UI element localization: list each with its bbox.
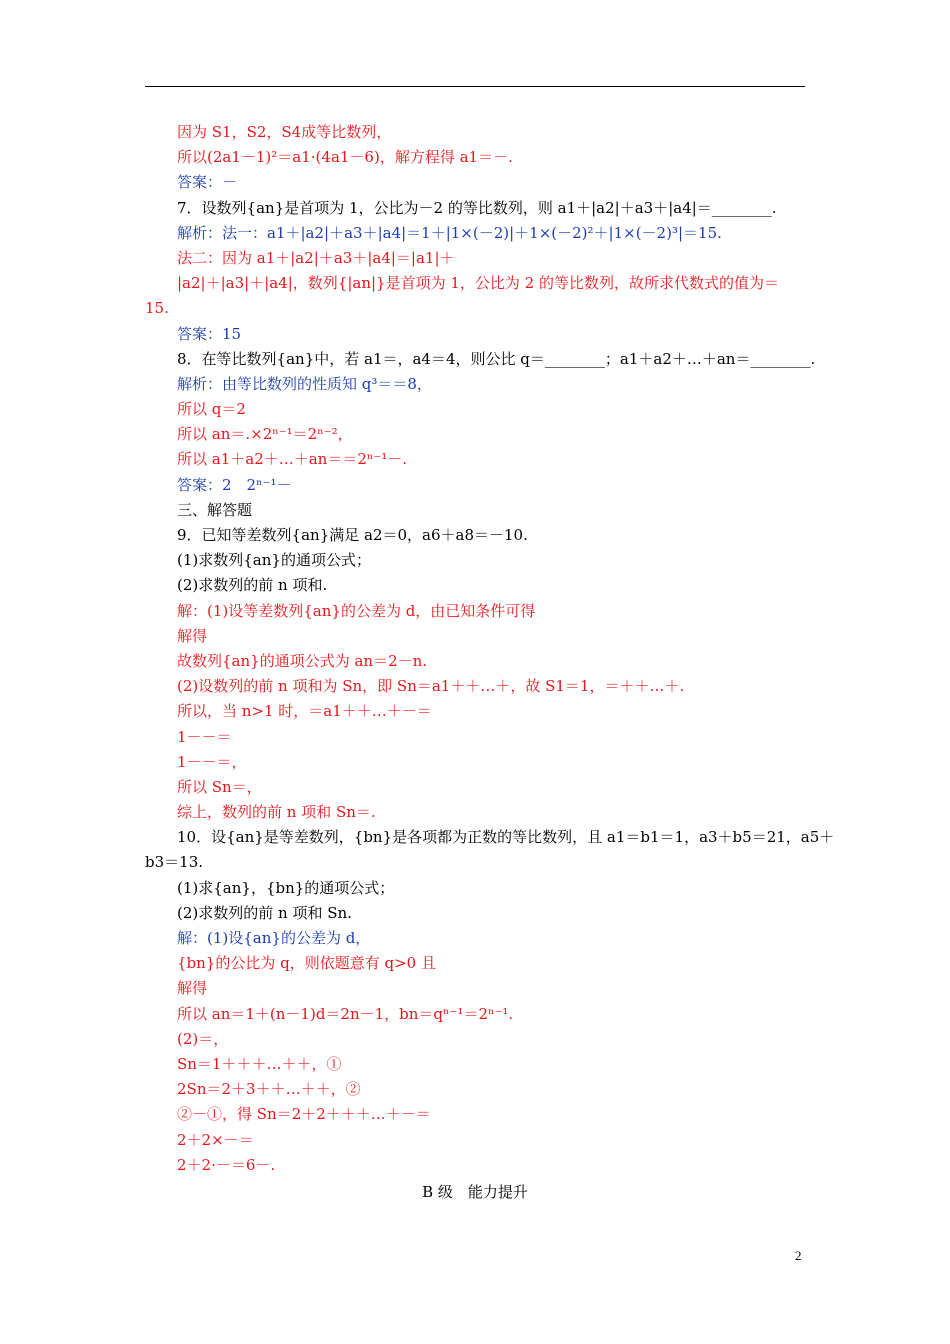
text-line: (1)求数列{an}的通项公式； xyxy=(177,551,371,570)
text-line: 解：(1)设等差数列{an}的公差为 d，由已知条件可得 xyxy=(177,601,536,620)
text-line: (2)设数列的前 n 项和为 Sn，即 Sn＝a1＋＋…＋，故 S1＝1，＝＋＋…＋. xyxy=(177,677,685,696)
text-line: 解得 xyxy=(177,979,208,998)
text-line: 1－－＝， xyxy=(177,752,247,771)
text-line: 解析：由等比数列的性质知 q³＝＝8， xyxy=(177,374,432,393)
text-line: 15. xyxy=(145,299,169,318)
text-line: 答案：15 xyxy=(177,324,242,343)
text-line: 故数列{an}的通项公式为 an＝2－n. xyxy=(177,651,428,670)
text-line: 8．在等比数列{an}中，若 a1＝，a4＝4，则公比 q＝________；a1＋a2＋…＋an＝________. xyxy=(177,349,816,368)
page-number: 2 xyxy=(795,1248,802,1263)
text-line: 答案：2 2ⁿ⁻¹－ xyxy=(177,475,292,494)
text-line: 三、解答题 xyxy=(177,500,253,519)
text-line: (2)＝， xyxy=(177,1029,229,1048)
text-line: 解析：法一：a1＋|a2|＋a3＋|a4|＝1＋|1×(－2)|＋1×(－2)²＋|1×(－2)³|＝15. xyxy=(177,223,722,242)
text-line: |a2|＋|a3|＋|a4|，数列{|an|}是首项为 1，公比为 2 的等比数列，故所求代数式的值为＝ xyxy=(177,274,779,293)
text-line: 解得 xyxy=(177,626,208,645)
text-line: 2＋2·－＝6－. xyxy=(177,1155,276,1174)
header-rule xyxy=(145,86,805,87)
text-line: Sn＝1＋＋＋…＋＋，① xyxy=(177,1054,342,1073)
text-line: (1)求{an}，{bn}的通项公式； xyxy=(177,878,395,897)
text-line: 法二：因为 a1＋|a2|＋a3＋|a4|＝|a1|＋ xyxy=(177,248,455,267)
text-line: 2＋2×－＝ xyxy=(177,1130,254,1149)
text-line: 综上，数列的前 n 项和 Sn＝. xyxy=(177,803,376,822)
text-line: 7．设数列{an}是首项为 1，公比为－2 的等比数列，则 a1＋|a2|＋a3＋|a4|＝________. xyxy=(177,198,777,217)
text-line: 所以 a1＋a2＋…＋an＝＝2ⁿ⁻¹－. xyxy=(177,450,408,469)
text-line: 9．已知等差数列{an}满足 a2＝0，a6＋a8＝－10. xyxy=(177,526,528,544)
document-body xyxy=(145,120,835,1205)
section-heading: B 级 能力提升 xyxy=(422,1182,528,1201)
text-line: ②－①，得 Sn＝2＋2＋＋＋…＋－＝ xyxy=(177,1105,431,1124)
text-line: 10．设{an}是等差数列，{bn}是各项都为正数的等比数列，且 a1＝b1＝1，a3＋b5＝21，a5＋ xyxy=(177,828,835,847)
text-line: (2)求数列的前 n 项和 Sn. xyxy=(177,903,352,922)
text-line: 答案：－ xyxy=(177,173,238,192)
text-line: 所以 q＝2 xyxy=(177,400,246,419)
text-line: {bn}的公比为 q，则依题意有 q>0 且 xyxy=(177,954,436,973)
text-line: 所以 an＝.×2ⁿ⁻¹＝2ⁿ⁻²， xyxy=(177,425,353,444)
text-line: (2)求数列的前 n 项和. xyxy=(177,576,328,595)
text-line: 所以 an＝1＋(n－1)d＝2n－1，bn＝qⁿ⁻¹＝2ⁿ⁻¹. xyxy=(177,1004,514,1023)
text-line: 所以 Sn＝， xyxy=(177,777,262,796)
text-line: 因为 S1，S2，S4成等比数列， xyxy=(177,123,392,141)
text-line: 解：(1)设{an}的公差为 d， xyxy=(177,929,371,947)
text-line: 2Sn＝2＋3＋＋…＋＋，② xyxy=(177,1080,361,1099)
text-line: 1－－＝ xyxy=(177,727,232,746)
text-line: b3＝13. xyxy=(145,853,204,872)
text-line: 所以，当 n>1 时，＝a1＋＋…＋－＝ xyxy=(177,702,432,721)
text-line: 所以(2a1－1)²＝a1·(4a1－6)，解方程得 a1＝－. xyxy=(177,148,513,167)
